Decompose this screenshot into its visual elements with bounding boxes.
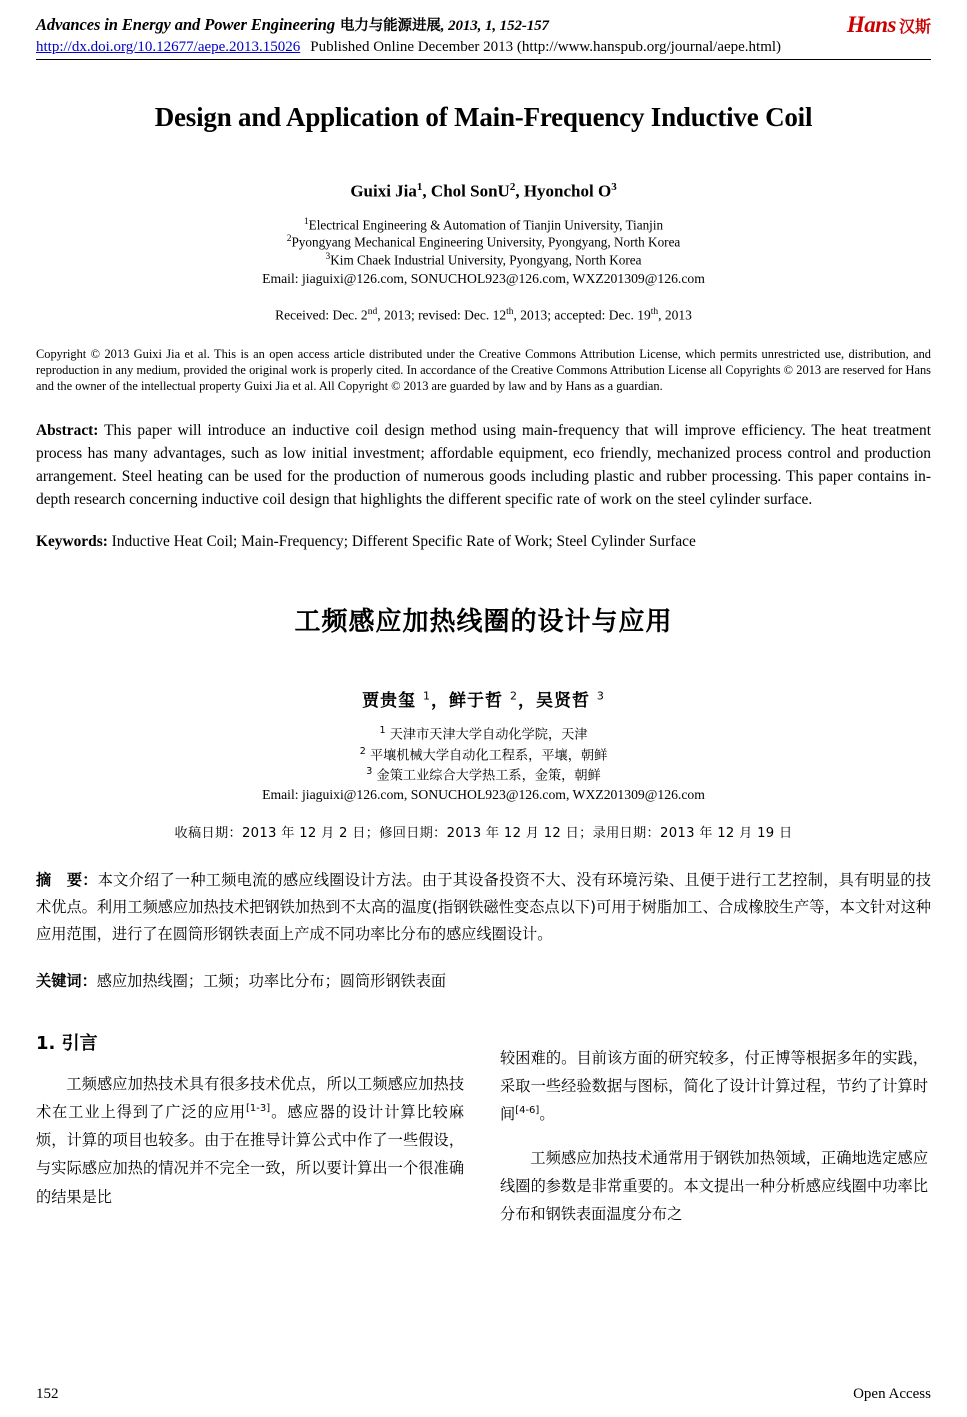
doi-link[interactable]: http://dx.doi.org/10.12677/aepe.2013.15026: [36, 39, 301, 55]
open-access-label: Open Access: [853, 1386, 931, 1402]
keywords-cn: [36, 970, 931, 991]
keywords-label-en: Keywords:: [36, 533, 108, 551]
dates-cn: 收稿日期：2013 年 12 月 2 日；修回日期：2013 年 12 月 12 日；录用日期：2013 年 12 月 19 日: [174, 825, 793, 841]
journal-volume-info: , 2013, 1, 152-157: [440, 18, 549, 34]
page-title: Design and Application of Main-Frequency Inductive Coil: [154, 102, 813, 132]
page-title-cn: 工频感应加热线圈的设计与应用: [294, 607, 673, 638]
author-list-cn: 贾贵玺 $^1$，鲜于哲 $^2$，吴贤哲 $^3$: [362, 689, 605, 712]
keywords-text-en: Inductive Heat Coil; Main-Frequency; Different Specific Rate of Work; Steel Cylinder Surface: [107, 533, 696, 551]
affiliation-3: $^3$Kim Chaek Industrial University, Pyongyang, North Korea: [325, 252, 642, 268]
journal-header: [36, 14, 931, 38]
copyright-notice: Copyright © 2013 Guixi Jia et al. This is an open access article distributed under the Creative Commons Attribution License, which permits unrestricted use, distribution, and reproduction in any medium, provided the original work is properly cited. In accordance of the Creative Commons Attribution License all Copyrights © 2013 are reserved for Hans and the owner of the intellectual property Guixi Jia et al. All Copyright © 2013 are guarded by law and by Hans as a guardian.: [36, 346, 931, 394]
page-footer: [36, 1386, 931, 1403]
paragraph-right-2: 工频感应加热技术通常用于钢铁加热领域，正确地选定感应线圈的参数是非常重要的。本文提出一种分析感应线圈中功率比分布和钢铁表面温度分布之: [500, 1148, 928, 1223]
abstract-text-en: This paper will introduce an inductive coil design method using main-frequency that will improve efficiency. The heat treatment process has many advantages, such as low initial investment; affordable equipment, eco friendly, mechanized process control and production arrangement. Steel heating can be used for the production of numerous goods including plastic and rubber processing. This paper contains in-depth research concerning inductive coil design that highlights the different specific rate of work on the steel cylinder surface.: [36, 421, 931, 509]
journal-title-en: Advances in Energy and Power Engineering: [36, 15, 335, 34]
affiliation-cn-3: $^3$ 金策工业综合大学热工系，金策，朝鲜: [366, 766, 601, 784]
dates-en: Received: Dec. 2nd, 2013; revised: Dec. 12th, 2013; accepted: Dec. 19th, 2013: [275, 307, 692, 323]
abstract-label-en: Abstract:: [36, 421, 99, 439]
journal-title-line: [36, 14, 549, 35]
hans-publisher-logo: [847, 12, 931, 38]
affiliations-en: [36, 216, 931, 269]
affiliation-1: $^1$Electrical Engineering & Automation of Tianjin University, Tianjin: [303, 216, 664, 233]
affiliation-cn-2: $^2$ 平壤机械大学自动化工程系，平壤，朝鲜: [359, 745, 608, 764]
email-line-cn: Email: jiaguixi@126.com, SONUCHOL923@126.com, WXZ201309@126.com: [262, 786, 705, 802]
citation-ref-1: [1-3]: [246, 1103, 271, 1115]
email-line-en: Email: jiaguixi@126.com, SONUCHOL923@126.com, WXZ201309@126.com: [262, 271, 705, 287]
abstract-label-cn: 摘 要：: [36, 870, 98, 889]
body-columns: [36, 1029, 931, 1243]
affiliations-cn: [36, 724, 931, 786]
paragraph-left-1: 工频感应加热技术具有很多技术优点，所以工频感应加热技术在工业上得到了广泛的应用[1-3]。感应器的设计计算比较麻烦，计算的项目也较多。由于在推导计算公式中作了一些假设，与实际感应加热的情况并不完全一致，所以要计算出一个很准确的结果是比: [36, 1075, 465, 1206]
affiliation-cn-1: $^1$ 天津市天津大学自动化学院，天津: [379, 725, 588, 743]
keywords-label-cn: 关键词：: [36, 971, 97, 990]
section-heading-1: 1. 引言: [36, 1032, 98, 1054]
paragraph-right-1: 较困难的。目前该方面的研究较多，付正博等根据多年的实践，采取一些经验数据与图标，简化了设计计算过程，节约了计算时间[4-6]。: [500, 1049, 928, 1124]
doi-line: [36, 39, 931, 56]
body-column-right: [500, 1029, 928, 1243]
affiliation-2: $^2$Pyongyang Mechanical Engineering University, Pyongyang, North Korea: [286, 234, 681, 250]
published-online-text: Published Online December 2013 (http://www.hanspub.org/journal/aepe.html): [310, 39, 782, 55]
abstract-en: [36, 419, 931, 511]
header-divider: [36, 59, 931, 60]
body-column-left: [36, 1029, 464, 1243]
page-number: 152: [36, 1386, 59, 1402]
keywords-en: [36, 533, 931, 551]
hans-logo-text: Hans: [846, 12, 896, 37]
abstract-text-cn: 本文介绍了一种工频电流的感应线圈设计方法。由于其设备投资不大、没有环境污染、且便于进行工艺控制，具有明显的技术优点。利用工频感应加热技术把钢铁加热到不太高的温度(指钢铁磁性变态点以下)可用于树脂加工、合成橡胶生产等，本文针对这种应用范围，进行了在圆筒形钢铁表面上产成不同功率比分布的感应线圈设计。: [36, 870, 932, 943]
abstract-cn: [36, 867, 931, 948]
author-list-en: Guixi Jia$^1$, Chol SonU$^2$, Hyonchol $O^3$: [350, 181, 617, 201]
keywords-text-cn: 感应加热线圈；工频；功率比分布；圆筒形钢铁表面: [96, 971, 447, 990]
hans-logo-cn: 汉斯: [898, 17, 931, 36]
citation-ref-2: [4-6]: [515, 1105, 540, 1117]
journal-title-cn: 电力与能源进展: [339, 18, 441, 34]
